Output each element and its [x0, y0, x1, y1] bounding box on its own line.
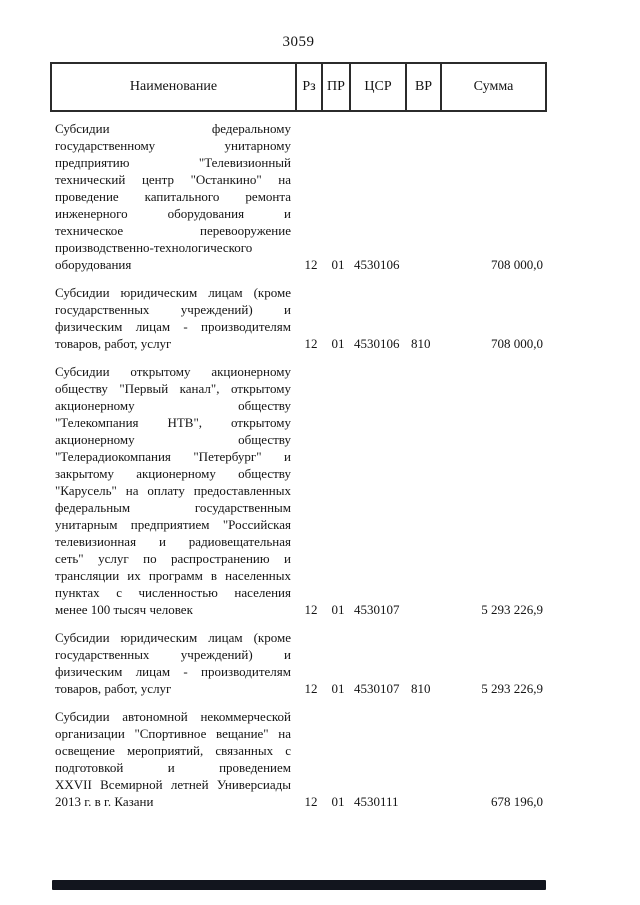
row-rz-cell: 12 [304, 681, 318, 696]
col-header-rz: Рз [295, 64, 321, 110]
row-csr-cell: 4530111 [354, 794, 399, 809]
row-pr-cell: 01 [331, 257, 345, 272]
row-pr-cell: 01 [331, 336, 345, 351]
scan-artifact-bar [52, 880, 546, 890]
row-name-cell: Субсидии юридическим лицам (кроме государственных учреждений) и физическим лицам - производителям товаров, работ, услуг [55, 285, 291, 351]
page-number: 3059 [282, 34, 315, 50]
col-header-vr: ВР [405, 64, 440, 110]
row-name-cell: Субсидии федеральному государственному унитарному предприятию "Телевизионный технический центр "Останкино" на проведение капитального ремонта инженерного оборудования и техническое перевооружение производственно-технологического оборудования [55, 121, 291, 272]
row-pr-cell: 01 [331, 794, 345, 809]
row-sum-cell: 5 293 226,9 [481, 681, 543, 696]
table-row [50, 120, 547, 273]
row-sum-cell: 708 000,0 [491, 257, 543, 272]
row-csr-cell: 4530106 [354, 336, 400, 351]
table-body [50, 112, 547, 810]
budget-table [50, 62, 547, 810]
row-name-cell: Субсидии открытому акционерному обществу "Первый канал", открытому акционерному обществу "Телекомпания НТВ", открытому акционерному обществу "Телерадиокомпания "Петербург" и закрытому акционерному обществу "Карусель" на оплату предоставленных федеральным государственным унитарным предприятием "Российская телевизионная и радиовещательная сеть" услуг по распространению и трансляции их программ в населенных пунктах с численностью населения менее 100 тысяч человек [55, 364, 291, 617]
row-name-cell: Субсидии автономной некоммерческой организации "Спортивное вещание" на освещение мероприятий, связанных с подготовкой и проведением XXVII Всемирной летней Универсиады 2013 г. в г. Казани [55, 709, 291, 809]
row-vr-cell: 810 [411, 681, 431, 696]
row-vr-cell: 810 [411, 336, 431, 351]
row-rz-cell: 12 [304, 336, 318, 351]
row-rz-cell: 12 [304, 794, 318, 809]
col-header-name: Наименование [129, 79, 218, 94]
table-row [50, 284, 547, 352]
table-row [50, 708, 547, 810]
row-name-cell: Субсидии юридическим лицам (кроме государственных учреждений) и физическим лицам - производителям товаров, работ, услуг [55, 630, 291, 696]
row-rz-cell: 12 [304, 257, 318, 272]
table-row [50, 363, 547, 618]
row-sum-cell: 678 196,0 [491, 794, 543, 809]
row-csr-cell: 4530107 [354, 602, 400, 617]
row-csr-cell: 4530106 [354, 257, 400, 272]
row-pr-cell: 01 [331, 602, 345, 617]
table-header-row [50, 62, 547, 112]
row-sum-cell: 708 000,0 [491, 336, 543, 351]
table-row [50, 629, 547, 697]
col-header-sum: Сумма [440, 64, 545, 110]
row-pr-cell: 01 [331, 681, 345, 696]
row-sum-cell: 5 293 226,9 [481, 602, 543, 617]
col-header-csr: ЦСР [349, 64, 405, 110]
col-header-pr: ПР [321, 64, 349, 110]
row-csr-cell: 4530107 [354, 681, 400, 696]
row-rz-cell: 12 [304, 602, 318, 617]
